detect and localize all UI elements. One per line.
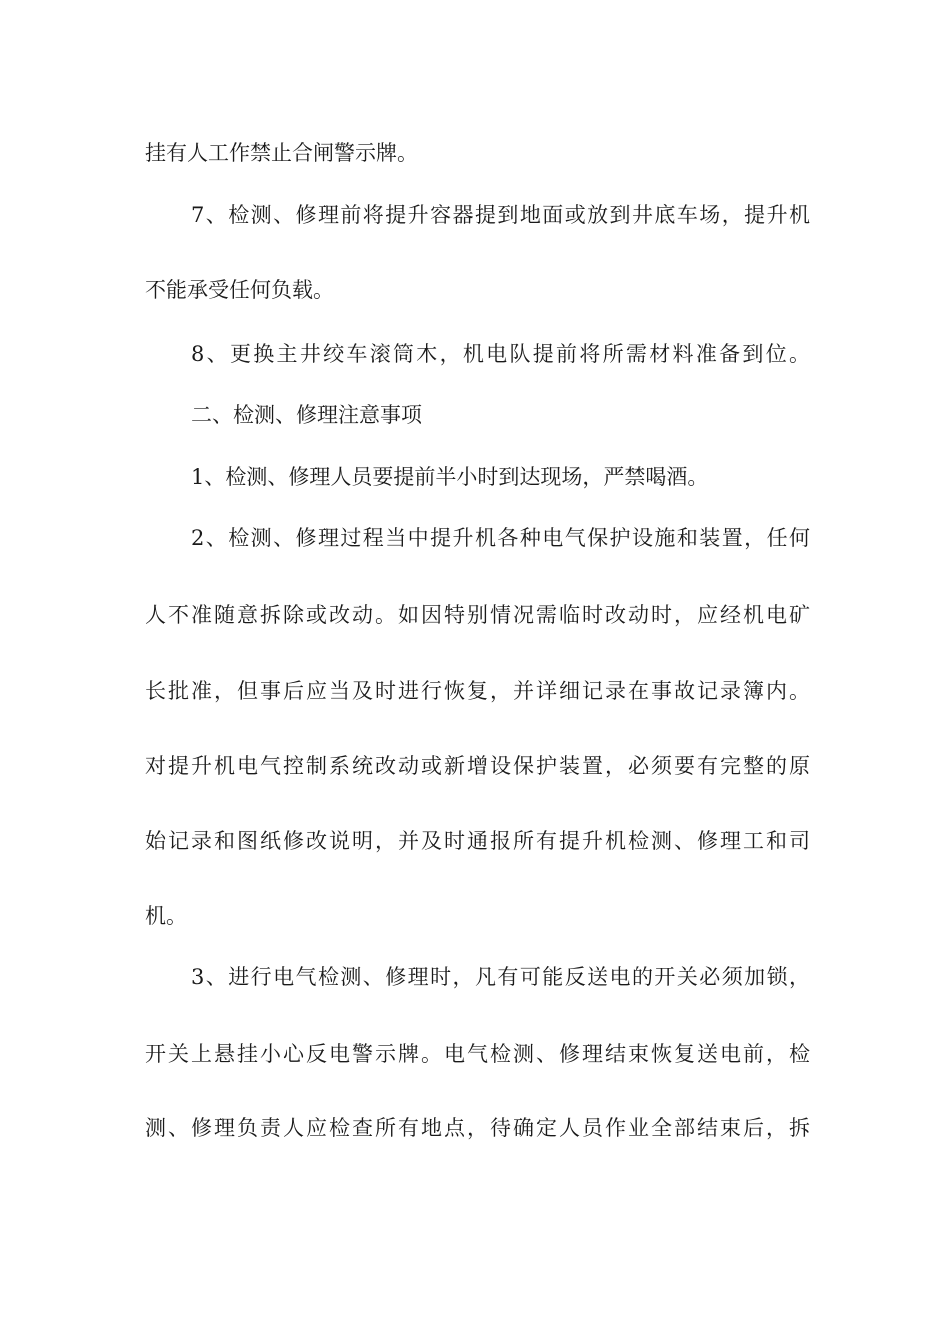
text-line: 测、修理负责人应检查所有地点，待确定人员作业全部结束后，拆: [145, 1116, 810, 1140]
text-line: 开关上悬挂小心反电警示牌。电气检测、修理结束恢复送电前，检: [145, 1042, 810, 1066]
text-line: 7、检测、修理前将提升容器提到地面或放到井底车场，提升机: [191, 203, 810, 227]
text-line: 挂有人工作禁止合闸警示牌。: [145, 141, 418, 165]
text-line: 2、检测、修理过程当中提升机各种电气保护设施和装置，任何: [191, 526, 810, 550]
text-line: 对提升机电气控制系统改动或新增设保护装置，必须要有完整的原: [145, 754, 810, 778]
section-heading: 二、检测、修理注意事项: [191, 403, 422, 427]
text-line: 1、检测、修理人员要提前半小时到达现场，严禁喝酒。: [191, 465, 709, 489]
text-line: 始记录和图纸修改说明，并及时通报所有提升机检测、修理工和司: [145, 829, 810, 853]
text-line: 8、更换主井绞车滚筒木，机电队提前将所需材料准备到位。: [191, 342, 810, 366]
text-line: 不能承受任何负载。: [145, 278, 334, 302]
text-line: 机。: [145, 904, 187, 928]
text-line: 人不准随意拆除或改动。如因特别情况需临时改动时，应经机电矿: [145, 603, 810, 627]
text-line: 3、进行电气检测、修理时，凡有可能反送电的开关必须加锁，: [191, 965, 810, 989]
text-line: 长批准，但事后应当及时进行恢复，并详细记录在事故记录簿内。: [145, 679, 810, 703]
